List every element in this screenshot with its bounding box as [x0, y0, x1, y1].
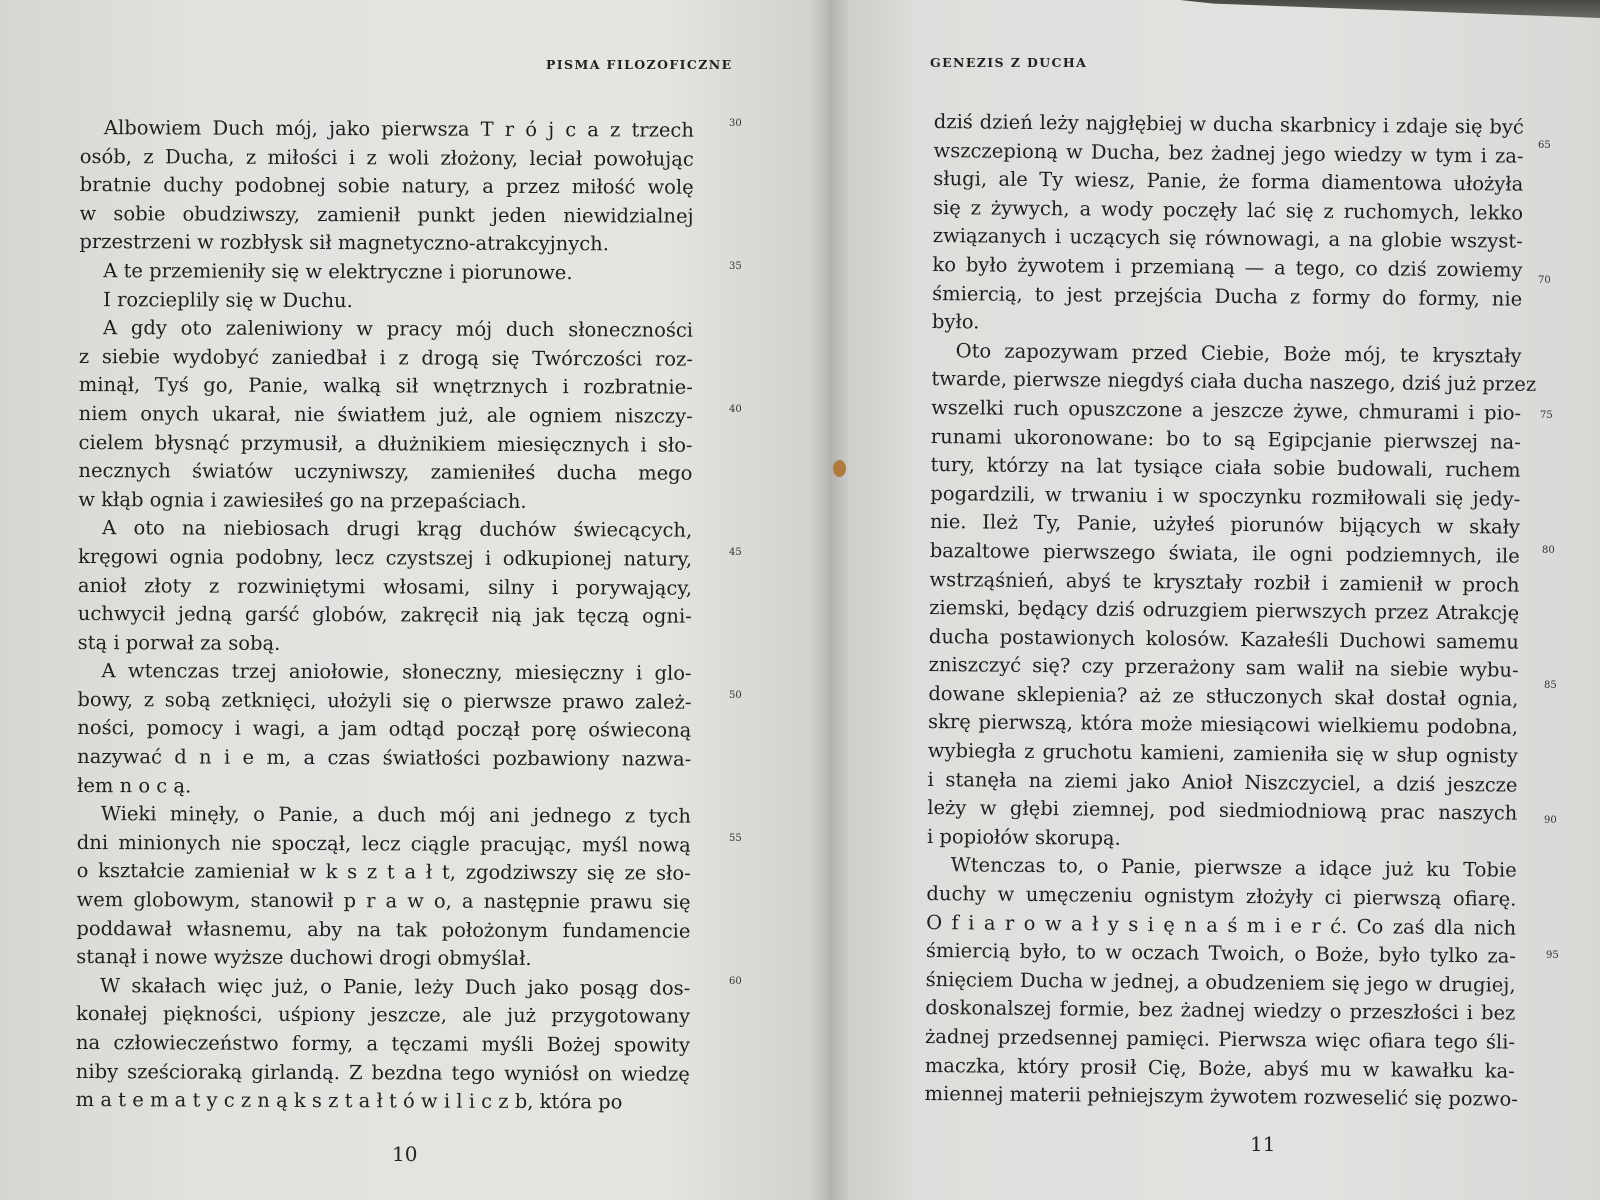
page-number-right: 11 [1250, 1132, 1276, 1156]
running-head-left: PISMA FILOZOFICZNE [546, 57, 733, 72]
line-number-marker: 95 [1546, 950, 1559, 961]
line-number-marker: 90 [1544, 815, 1557, 826]
text-line: śmiercią, to jest przejścia Ducha z formy do formy, nie [932, 281, 1523, 311]
text-line: necznych światów uczyniwszy, zamieniłeś ducha mego [78, 459, 693, 485]
text-line: żadnej przedsennej pamięci. Pierwsza więc ofiara tego śli- [924, 1024, 1516, 1054]
text-line: nie. Ileż Ty, Panie, użyłeś piorunów bijących w skały [929, 510, 1521, 539]
text-line: wem globowym, stanowił p r a w o, a następnie prawu się [76, 888, 691, 914]
text-line: łem n o c ą. [77, 773, 192, 798]
text-line: cielem błysnąć przymusił, a dłużnikiem miesięcznych i sło- [78, 430, 693, 457]
text-line: runami ukoronowane: bo to są Egipcjanie pierwszej na- [930, 424, 1521, 454]
text-line: tury, którzy na lat tysiące ciała sobie budowali, ruchem [930, 453, 1521, 482]
running-head-right: GENEZIS Z DUCHA [930, 55, 1088, 70]
line-number-marker: 60 [729, 976, 742, 987]
text-line: twarde, pierwsze niegdyś ciała ducha naszego, dziś już przez [931, 367, 1537, 397]
line-number-marker: 75 [1540, 410, 1553, 421]
text-line: wszelki ruch opuszczone a jeszcze żywe, chmurami i pio- [931, 395, 1522, 425]
text-line: wybiegła z gruchotu kamieni, zamieniła się w słup ognisty [927, 739, 1518, 768]
text-line: w sobie obudziwszy, zamienił punkt jeden niewidzialnej [79, 201, 694, 228]
text-line: związanych i uczących się równowagi, a na globie wszyst- [932, 224, 1523, 254]
text-line: skrę pierwszą, która może miesiącowi wielkiemu podobna, [927, 710, 1519, 740]
text-line: dowane sklepienia? aż ze stłuczonych skał dostał ognia, [928, 681, 1519, 711]
text-line: i popiołów skorupą. [926, 824, 1121, 850]
text-line: stanął i nowe wyższe duchowi drogi obmyślał. [76, 945, 532, 971]
text-line: ności, pomocy i wagi, a jam odtąd począł porę oświeconą [77, 716, 692, 743]
line-number-marker: 50 [729, 690, 742, 701]
page-number-left: 10 [392, 1142, 418, 1166]
line-number-marker: 30 [729, 118, 742, 129]
text-line: śmiercią było, to w oczach Twoich, o Boże, było tylko za- [925, 939, 1516, 968]
line-number-marker: 45 [729, 547, 742, 558]
text-line: i stanęła na ziemi jako Anioł Niszczyciel, a dziś jeszcze [927, 767, 1518, 797]
line-number-marker: 55 [729, 833, 742, 844]
text-line: było. [931, 310, 980, 334]
text-line: bratnie duchy podobnej sobie natury, a przez miłość wolę [79, 173, 694, 199]
text-line: uchwycił jedną garść globów, zakręcił nią jak tęczą ogni- [77, 602, 692, 628]
text-line: anioł złoty z rozwiniętymi włosami, silny i porywający, [77, 573, 692, 600]
text-line: zniszczyć się? czy przerażony sam walił na siebie wybu- [928, 653, 1519, 682]
text-line: niby sześcioraką girlandą. Z bezdna tego wyniósł on wiedzę [75, 1059, 690, 1086]
text-line: o kształcie zamieniał w k s z t a ł t, zgodziwszy się ze sło- [76, 859, 691, 886]
text-line: niem onych ukarał, nie światłem już, ale ogniem niszczy- [78, 401, 693, 428]
text-line: wstrząśnień, abyś te kryształy rozbił i zamienił w proch [929, 567, 1520, 597]
text-line: miennej materii pełniejszym żywotem rozweselić się pozwo- [924, 1082, 1518, 1111]
text-line: poddawał własnemu, aby na tak położonym fundamencie [76, 916, 691, 943]
line-number-marker: 85 [1544, 680, 1557, 691]
text-line: sługi, ale Ty wiesz, Panie, że forma diamentowa ułożyła [933, 167, 1524, 196]
right-page [830, 0, 1600, 1200]
paper-stain [833, 460, 846, 477]
text-line: Wieki minęły, o Panie, a duch mój ani jednego z tych [100, 802, 691, 828]
text-line: W skałach więc już, o Panie, leży Duch jako posąg dos- [100, 973, 691, 1000]
text-line: Albowiem Duch mój, jako pierwsza T r ó j c a z trzech [103, 116, 694, 142]
line-number-marker: 70 [1538, 275, 1551, 286]
text-line: A wtenczas trzej aniołowie, słoneczny, miesięczny i glo- [101, 659, 692, 685]
text-line: leży w głębi ziemnej, pod siedmiodniową prac naszych [927, 796, 1518, 825]
text-line: nazywać d n i e m, a czas światłości pozbawiony nazwa- [77, 745, 692, 771]
text-line: z siebie wydobyć zaniedbał i z drogą się Twórczości roz- [78, 344, 693, 371]
text-line: kręgowi ognia podobny, lecz czystszej i odkupionej natury, [78, 544, 693, 571]
line-number-marker: 40 [729, 404, 742, 415]
text-line: konałej piękności, uśpiony jeszcze, ale już przygotowany [76, 1002, 691, 1029]
text-line: stą i porwał za sobą. [77, 630, 281, 655]
line-number-marker: 65 [1538, 140, 1551, 151]
text-line: doskonalszej formie, bez żadnej wiedzy o przeszłości i bez [925, 996, 1516, 1026]
book-gutter [810, 0, 850, 1200]
text-line: ducha postawionych kolosów. Kazałeśli Duchowi samemu [928, 624, 1520, 654]
text-line: m a t e m a t y c z n ą k s z t a ł t ó w i l i c z b, która po [75, 1088, 623, 1114]
text-line: pogardzili, w trwaniu i w spoczynku rozmiłowali się jedy- [930, 481, 1521, 511]
left-body-text [76, 114, 694, 1117]
text-line: dziś dzień leży najgłębiej w ducha skarbnicy i zdaje się być [933, 109, 1524, 139]
text-line: A te przemieniły się w elektryczne i piorunowe. [103, 259, 573, 285]
text-line: I rozcieplily się w Duchu. [103, 287, 353, 312]
text-line: śnięciem Ducha w jednej, a obudzeniem się jego w drugiej, [925, 967, 1516, 997]
line-number-marker: 35 [729, 261, 742, 272]
text-line: się z żywych, a wody poczęły lać się z ruchomych, lekko [932, 195, 1524, 225]
text-line: wszczepioną w Ducha, bez żadnej jego wiedzy w tym i za- [933, 138, 1524, 168]
text-line: dni minionych nie spoczął, lecz ciągle pracując, myśl nową [76, 830, 691, 857]
text-line: Oto zapozywam przed Ciebie, Boże mój, te kryształy [955, 338, 1522, 368]
text-line: minął, Tyś go, Panie, walką sił wnętrznych i rozbratnie- [78, 373, 693, 400]
text-line: bazaltowe pierwszego świata, ile ogni podziemnych, ile [929, 538, 1520, 568]
text-line: przestrzeni w rozbłysk sił magnetyczno-atrakcyjnych. [79, 230, 610, 256]
text-line: A oto na niebiosach drugi krąg duchów świecących, [102, 516, 693, 542]
text-line: A gdy oto zaleniwiony w pracy mój duch słoneczności [103, 316, 694, 342]
text-line: O f i a r o w a ł y s i ę n a ś m i e r ć. Co zaś dla nich [926, 910, 1517, 940]
text-line: duchy w umęczeniu ognistym złożyły ci pierwszą ofiarę. [926, 881, 1517, 911]
text-line: bowy, z sobą zetknięci, ułożyli się o pierwsze prawo zależ- [77, 687, 692, 714]
text-line: osób, z Ducha, z miłości i z woli złożony, leciał powołując [79, 144, 694, 171]
text-line: Wtenczas to, o Panie, pierwsze a idące już ku Tobie [950, 853, 1517, 883]
line-number-marker: 80 [1542, 545, 1555, 556]
text-line: maczka, który prosił Cię, Boże, abyś mu w kawałku ka- [924, 1053, 1515, 1083]
text-line: ko było żywotem i przemianą — a tego, co dziś zowiemy [932, 252, 1523, 282]
right-body-text [924, 108, 1537, 1114]
text-line: na człowieczeństwo formy, a tęczami myśli Bożej spowity [75, 1030, 690, 1057]
text-line: w kłąb ognia i zawiesiłeś go na przepaściach. [78, 487, 527, 513]
text-line: ziemski, będący dziś odruzgiem pierwszych przez Atrakcję [929, 596, 1520, 625]
